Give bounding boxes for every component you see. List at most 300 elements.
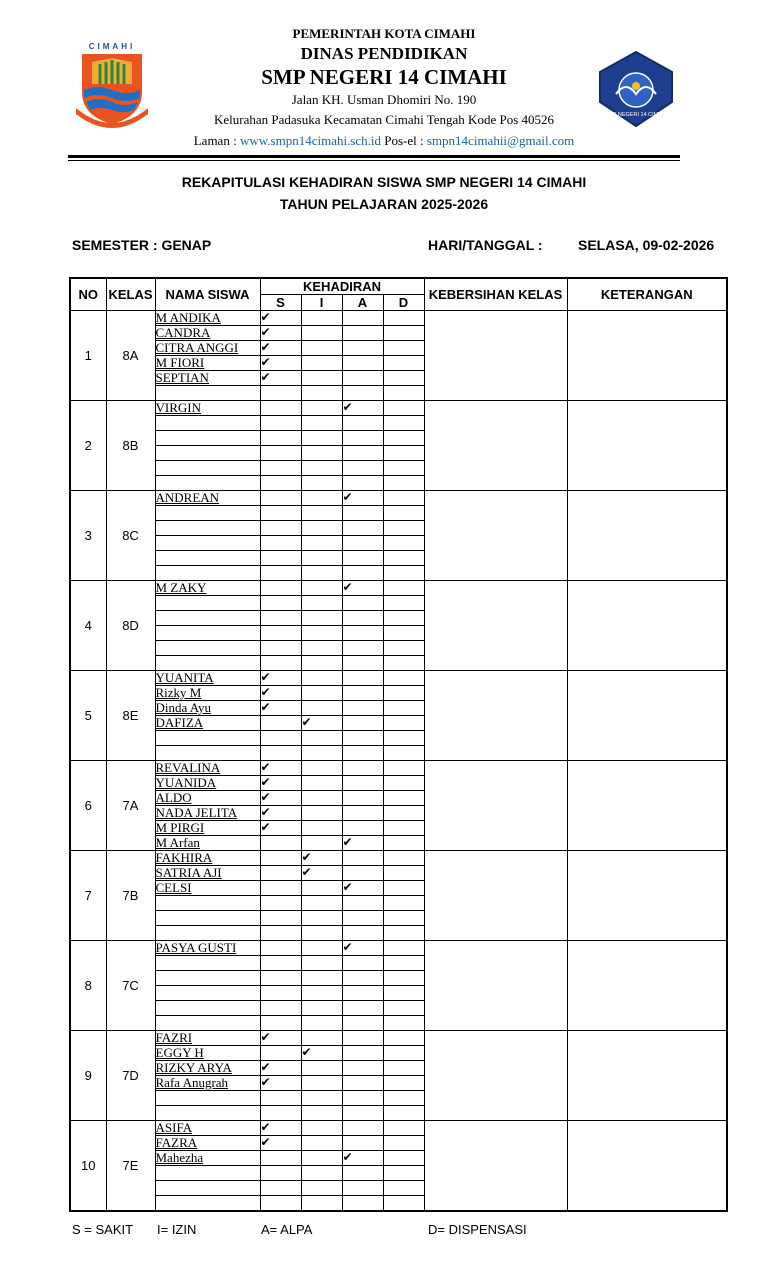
cell-a [342,746,383,761]
cell-a [342,401,383,416]
cell-d [383,761,424,776]
cell-i [301,446,342,461]
cell-s [260,491,301,506]
cell-s [260,596,301,611]
attendance-table [69,277,728,1212]
cell-i [301,1031,342,1046]
cell-a [342,1016,383,1031]
cell-a [342,476,383,491]
svg-text:SMP NEGERI 14 CIMAHI: SMP NEGERI 14 CIMAHI [604,112,668,118]
cell-s [260,701,301,716]
cell-s [260,1076,301,1091]
cell-a [342,341,383,356]
student-name [155,1166,260,1181]
row-kelas: 8A [106,311,155,401]
cell-i [301,956,342,971]
school-address: Jalan KH. Usman Dhomiri No. 190 [291,92,477,107]
cell-i [301,1046,342,1061]
cell-a [342,326,383,341]
check-icon: ✔ [342,400,353,414]
cell-d [383,491,424,506]
kebersihan-cell [424,761,567,851]
student-name [155,431,260,446]
student-name: YUANITA [155,671,260,686]
keterangan-cell [567,851,727,941]
kebersihan-cell [424,1031,567,1121]
cell-a [342,1046,383,1061]
cell-a [342,911,383,926]
cell-i [301,1181,342,1196]
cell-s [260,521,301,536]
student-name [155,1016,260,1031]
cell-a [342,1196,383,1212]
cell-s [260,356,301,371]
cell-i [301,686,342,701]
cell-i [301,551,342,566]
header-alpa: A [342,295,383,311]
cell-s [260,671,301,686]
check-icon: ✔ [342,880,353,894]
student-name [155,1001,260,1016]
cell-s [260,626,301,641]
cell-i [301,791,342,806]
header-kehadiran: KEHADIRAN [260,278,424,295]
cell-d [383,371,424,386]
date-value: SELASA, 09-02-2026 [578,237,715,253]
cell-i [301,836,342,851]
cell-s [260,1016,301,1031]
student-name: FAZRA [155,1136,260,1151]
cell-i [301,431,342,446]
cell-d [383,566,424,581]
cell-i [301,1106,342,1121]
cell-a [342,1151,383,1166]
student-name: Rizky M [155,686,260,701]
cell-d [383,1106,424,1121]
cell-s [260,656,301,671]
check-icon: ✔ [260,700,271,714]
cell-d [383,1181,424,1196]
check-icon: ✔ [260,775,271,789]
kebersihan-cell [424,581,567,671]
cell-d [383,671,424,686]
cell-i [301,1016,342,1031]
cell-i [301,776,342,791]
student-name: CANDRA [155,326,260,341]
student-name [155,611,260,626]
student-name [155,596,260,611]
report-title: REKAPITULASI KEHADIRAN SISWA SMP NEGERI 14 CIMAHI [181,174,587,190]
cell-i [301,326,342,341]
cell-d [383,311,424,326]
student-name [155,896,260,911]
table-row [70,1121,727,1136]
check-icon: ✔ [342,490,353,504]
cell-d [383,911,424,926]
kebersihan-cell [424,1121,567,1212]
website-link[interactable]: www.smpn14cimahi.sch.id [239,133,382,148]
contact-line [0,133,768,149]
cell-i [301,1076,342,1091]
cell-d [383,536,424,551]
cell-d [383,401,424,416]
cell-s [260,836,301,851]
header-nama: NAMA SISWA [155,278,260,311]
cell-d [383,1001,424,1016]
cell-d [383,1136,424,1151]
student-name [155,536,260,551]
cell-i [301,656,342,671]
cell-d [383,506,424,521]
cell-d [383,596,424,611]
row-kelas: 8C [106,491,155,581]
check-icon: ✔ [342,940,353,954]
student-name: SATRIA AJI [155,866,260,881]
row-kelas: 8E [106,671,155,761]
cell-s [260,986,301,1001]
keterangan-cell [567,311,727,401]
check-icon: ✔ [260,370,271,384]
cell-s [260,536,301,551]
header-rule-thin [68,160,680,161]
email-link[interactable]: smpn14cimahii@gmail.com [426,133,575,148]
cell-s [260,431,301,446]
cell-i [301,461,342,476]
student-name: Rafa Anugrah [155,1076,260,1091]
cell-a [342,671,383,686]
cell-a [342,1181,383,1196]
row-no: 4 [70,581,106,671]
student-name [155,446,260,461]
student-name: M ANDIKA [155,311,260,326]
cell-d [383,791,424,806]
kebersihan-cell [424,401,567,491]
kebersihan-cell [424,671,567,761]
student-name [155,476,260,491]
header-no: NO [70,278,106,311]
check-icon: ✔ [260,685,271,699]
cell-s [260,371,301,386]
cell-a [342,566,383,581]
check-icon: ✔ [260,760,271,774]
cell-s [260,461,301,476]
header-kelas: KELAS [106,278,155,311]
student-name [155,971,260,986]
student-name: VIRGIN [155,401,260,416]
cell-a [342,536,383,551]
cell-i [301,866,342,881]
legend-izin: I= IZIN [157,1222,197,1237]
department-name: DINAS PENDIDIKAN [300,44,468,63]
cell-a [342,596,383,611]
row-kelas: 8D [106,581,155,671]
cell-a [342,851,383,866]
cell-i [301,416,342,431]
cell-i [301,1091,342,1106]
table-row [70,1031,727,1046]
student-name: YUANIDA [155,776,260,791]
cell-a [342,521,383,536]
student-name [155,1181,260,1196]
cell-a [342,506,383,521]
cell-d [383,1151,424,1166]
student-name: ALDO [155,791,260,806]
attendance-body [70,311,727,1212]
cell-d [383,1061,424,1076]
cell-d [383,1196,424,1212]
student-name: EGGY H [155,1046,260,1061]
cell-s [260,1091,301,1106]
student-name: RIZKY ARYA [155,1061,260,1076]
cell-d [383,1046,424,1061]
check-icon: ✔ [260,670,271,684]
cell-i [301,701,342,716]
check-icon: ✔ [260,1120,271,1134]
check-icon: ✔ [342,835,353,849]
cell-d [383,746,424,761]
student-name: CELSI [155,881,260,896]
cell-s [260,1166,301,1181]
keterangan-cell [567,941,727,1031]
row-no: 6 [70,761,106,851]
cell-a [342,956,383,971]
cell-i [301,1166,342,1181]
cell-a [342,1031,383,1046]
student-name [155,986,260,1001]
cell-i [301,716,342,731]
student-name [155,551,260,566]
cell-s [260,581,301,596]
cell-s [260,731,301,746]
cell-i [301,1121,342,1136]
cell-i [301,491,342,506]
cell-a [342,686,383,701]
check-icon: ✔ [260,340,271,354]
cell-d [383,836,424,851]
check-icon: ✔ [260,325,271,339]
email-label: Pos-el : [384,133,424,148]
student-name [155,386,260,401]
school-address-detail: Kelurahan Padasuka Kecamatan Cimahi Tengah Kode Pos 40526 [213,112,554,127]
student-name [155,656,260,671]
cell-i [301,986,342,1001]
check-icon: ✔ [260,805,271,819]
cell-s [260,506,301,521]
cell-a [342,866,383,881]
cell-i [301,401,342,416]
student-name [155,626,260,641]
row-no: 3 [70,491,106,581]
cell-a [342,491,383,506]
cell-s [260,716,301,731]
cell-a [342,1076,383,1091]
student-name: REVALINA [155,761,260,776]
cell-i [301,521,342,536]
cell-d [383,776,424,791]
cell-i [301,971,342,986]
cell-a [342,806,383,821]
cell-a [342,416,383,431]
legend-sakit: S = SAKIT [72,1222,134,1237]
header-rule-thick [68,155,680,158]
cell-d [383,806,424,821]
cell-s [260,911,301,926]
table-row [70,491,727,506]
cell-a [342,611,383,626]
cell-s [260,941,301,956]
header-sakit: S [260,295,301,311]
row-kelas: 7B [106,851,155,941]
cell-d [383,716,424,731]
cell-s [260,566,301,581]
cell-a [342,776,383,791]
cell-s [260,386,301,401]
cell-s [260,1151,301,1166]
row-no: 5 [70,671,106,761]
cell-s [260,476,301,491]
table-row [70,581,727,596]
keterangan-cell [567,491,727,581]
cell-i [301,341,342,356]
legend-alpa: A= ALPA [261,1222,313,1237]
cell-s [260,1106,301,1121]
cell-i [301,536,342,551]
row-no: 1 [70,311,106,401]
cell-s [260,1196,301,1212]
cell-d [383,881,424,896]
row-kelas: 7E [106,1121,155,1212]
check-icon: ✔ [301,865,312,879]
student-name: DAFIZA [155,716,260,731]
header-izin: I [301,295,342,311]
student-name: M ZAKY [155,581,260,596]
cell-i [301,566,342,581]
letterhead [0,0,768,170]
row-no: 10 [70,1121,106,1212]
cell-d [383,521,424,536]
cell-a [342,641,383,656]
row-kelas: 8B [106,401,155,491]
cell-d [383,1166,424,1181]
student-name [155,1091,260,1106]
legend-dispensasi: D= DISPENSASI [428,1222,527,1237]
kebersihan-cell [424,311,567,401]
student-name: M Arfan [155,836,260,851]
cell-i [301,746,342,761]
check-icon: ✔ [342,1150,353,1164]
cell-i [301,476,342,491]
cell-a [342,731,383,746]
cell-a [342,446,383,461]
cell-i [301,641,342,656]
table-row [70,671,727,686]
student-name: M PIRGI [155,821,260,836]
cell-s [260,1121,301,1136]
cell-a [342,551,383,566]
cell-s [260,791,301,806]
check-icon: ✔ [301,715,312,729]
header-dispensasi: D [383,295,424,311]
cell-d [383,446,424,461]
cell-a [342,1091,383,1106]
check-icon: ✔ [260,355,271,369]
cell-i [301,926,342,941]
row-no: 7 [70,851,106,941]
cell-d [383,926,424,941]
cell-a [342,791,383,806]
cell-d [383,551,424,566]
cell-a [342,1106,383,1121]
student-name: FAZRI [155,1031,260,1046]
student-name: CITRA ANGGI [155,341,260,356]
report-subtitle: TAHUN PELAJARAN 2025-2026 [279,196,489,212]
table-row [70,311,727,326]
cell-i [301,851,342,866]
cell-s [260,761,301,776]
cell-s [260,1136,301,1151]
student-name [155,506,260,521]
cell-s [260,416,301,431]
cell-s [260,821,301,836]
cell-a [342,941,383,956]
row-no: 8 [70,941,106,1031]
check-icon: ✔ [260,1075,271,1089]
row-kelas: 7C [106,941,155,1031]
cell-s [260,611,301,626]
student-name [155,566,260,581]
table-row [70,761,727,776]
cell-i [301,596,342,611]
school-logo [594,50,678,128]
cell-i [301,356,342,371]
cell-d [383,326,424,341]
check-icon: ✔ [260,1030,271,1044]
student-name: Dinda Ayu [155,701,260,716]
cell-d [383,821,424,836]
cell-a [342,1166,383,1181]
check-icon: ✔ [301,850,312,864]
cell-i [301,896,342,911]
cell-s [260,641,301,656]
cell-i [301,731,342,746]
cell-a [342,701,383,716]
cell-i [301,941,342,956]
cell-d [383,956,424,971]
cell-s [260,806,301,821]
cell-a [342,461,383,476]
cell-s [260,926,301,941]
keterangan-cell [567,761,727,851]
cell-d [383,641,424,656]
cell-d [383,476,424,491]
cell-a [342,386,383,401]
cell-d [383,851,424,866]
cell-s [260,326,301,341]
cell-a [342,926,383,941]
student-name: PASYA GUSTI [155,941,260,956]
cell-s [260,956,301,971]
cell-a [342,626,383,641]
cell-a [342,971,383,986]
cell-a [342,716,383,731]
website-label: Laman : [193,133,237,148]
cell-d [383,731,424,746]
cell-i [301,1136,342,1151]
cell-i [301,761,342,776]
student-name: NADA JELITA [155,806,260,821]
check-icon: ✔ [342,580,353,594]
cell-s [260,341,301,356]
